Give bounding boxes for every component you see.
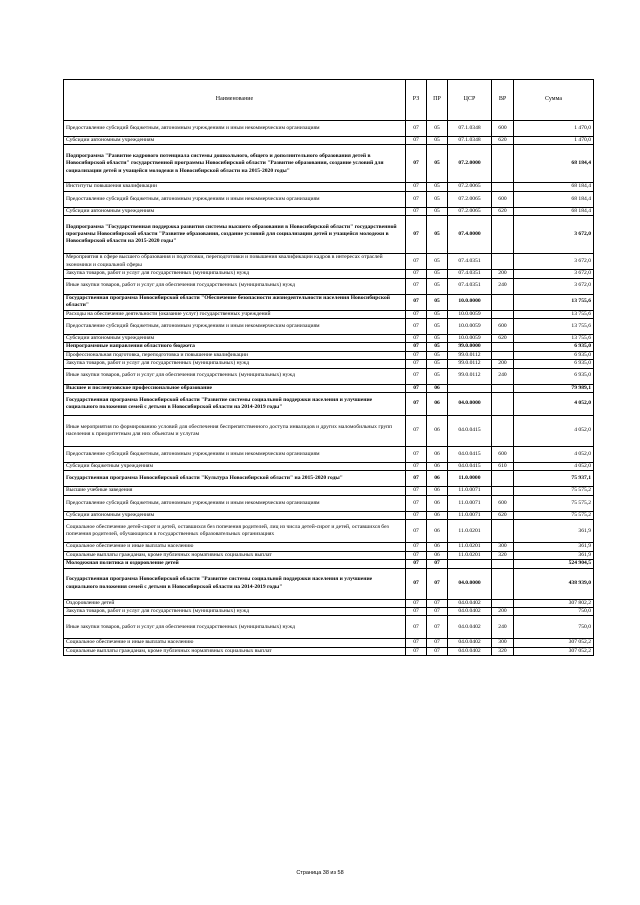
table-row xyxy=(64,616,594,639)
cell-sum: 307 052,2 xyxy=(514,639,594,647)
cell-csr: 99.0.0112 xyxy=(448,351,492,359)
cell-name: Закупка товаров, работ и услуг для государственных (муниципальных) нужд xyxy=(64,607,406,615)
cell-rz: 07 xyxy=(406,343,427,351)
cell-rz: 07 xyxy=(406,520,427,543)
cell-rz: 07 xyxy=(406,495,427,511)
header-name: Наименование xyxy=(64,80,406,121)
table-row xyxy=(64,254,594,270)
cell-vr: 320 xyxy=(492,551,514,559)
cell-rz: 07 xyxy=(406,319,427,335)
cell-sum: 4 052,0 xyxy=(514,463,594,471)
cell-pr: 05 xyxy=(427,216,448,254)
cell-rz: 07 xyxy=(406,599,427,607)
cell-vr: 600 xyxy=(492,319,514,335)
cell-rz: 07 xyxy=(406,360,427,368)
cell-rz: 07 xyxy=(406,270,427,278)
cell-rz: 07 xyxy=(406,145,427,183)
cell-vr xyxy=(492,343,514,351)
cell-name: Социальное обеспечение и иные выплаты населению xyxy=(64,543,406,551)
cell-vr xyxy=(492,560,514,568)
cell-pr: 06 xyxy=(427,447,448,463)
table-row xyxy=(64,137,594,145)
cell-pr: 05 xyxy=(427,360,448,368)
cell-vr: 200 xyxy=(492,270,514,278)
cell-csr: 07.2.0000 xyxy=(448,145,492,183)
cell-name: Субсидии автономным учреждениям xyxy=(64,207,406,215)
cell-pr: 05 xyxy=(427,368,448,384)
cell-pr: 05 xyxy=(427,319,448,335)
table-row xyxy=(64,393,594,416)
cell-name: Предоставление субсидий бюджетным, автономным учреждениям и иным некоммерческим организациям xyxy=(64,319,406,335)
cell-sum: 13 755,6 xyxy=(514,294,594,310)
table-row xyxy=(64,607,594,615)
cell-sum: 3 672,0 xyxy=(514,270,594,278)
cell-rz: 07 xyxy=(406,294,427,310)
cell-name: Государственная программа Новосибирской области "Развитие системы социальной поддержки населения и улучшение социального положения семей с детьми в Новосибирской области на 2014-2019 годы" xyxy=(64,393,406,416)
cell-name: Высшее и послевузовское профессиональное образование xyxy=(64,384,406,392)
cell-sum: 307 802,2 xyxy=(514,599,594,607)
cell-pr: 06 xyxy=(427,393,448,416)
table-row xyxy=(64,416,594,447)
cell-csr: 07.4.0000 xyxy=(448,216,492,254)
cell-name: Высшие учебные заведения xyxy=(64,487,406,495)
table-row xyxy=(64,278,594,294)
table-row xyxy=(64,639,594,647)
table-row xyxy=(64,216,594,254)
cell-vr: 600 xyxy=(492,121,514,137)
table-row xyxy=(64,207,594,215)
cell-vr: 600 xyxy=(492,191,514,207)
cell-name: Иные закупки товаров, работ и услуг для обеспечения государственных (муниципальных) нужд xyxy=(64,278,406,294)
cell-vr: 320 xyxy=(492,647,514,655)
cell-pr: 06 xyxy=(427,551,448,559)
table-row xyxy=(64,294,594,310)
cell-csr: 04.0.0402 xyxy=(448,647,492,655)
cell-vr xyxy=(492,294,514,310)
cell-pr: 05 xyxy=(427,191,448,207)
cell-pr: 06 xyxy=(427,511,448,519)
table-row xyxy=(64,368,594,384)
cell-csr: 07.2.0065 xyxy=(448,183,492,191)
cell-sum: 68 184,4 xyxy=(514,207,594,215)
cell-csr: 99.0.0112 xyxy=(448,368,492,384)
cell-rz: 07 xyxy=(406,416,427,447)
table-row xyxy=(64,351,594,359)
cell-pr: 05 xyxy=(427,335,448,343)
cell-csr: 04.0.0415 xyxy=(448,416,492,447)
table-row xyxy=(64,183,594,191)
cell-rz: 07 xyxy=(406,393,427,416)
cell-csr: 07.1.0348 xyxy=(448,121,492,137)
cell-rz: 07 xyxy=(406,137,427,145)
cell-vr: 300 xyxy=(492,639,514,647)
cell-name: Социальное обеспечение детей-сирот и детей, оставшихся без попечения родителей, лиц из числа детей-сирот и детей, оставшихся без попечения родителей, обучающихся в государственных образовательных организациях xyxy=(64,520,406,543)
table-row xyxy=(64,568,594,599)
table-row xyxy=(64,599,594,607)
header-vr: ВР xyxy=(492,80,514,121)
cell-csr: 99.0.0000 xyxy=(448,343,492,351)
cell-name: Государственная программа Новосибирской области "Развитие системы социальной поддержки населения и улучшение социального положения семей с детьми в Новосибирской области на 2014-2019 годы" xyxy=(64,568,406,599)
cell-vr xyxy=(492,520,514,543)
cell-csr: 04.0.0402 xyxy=(448,599,492,607)
cell-pr: 05 xyxy=(427,254,448,270)
cell-pr: 05 xyxy=(427,183,448,191)
cell-sum: 3 672,0 xyxy=(514,216,594,254)
cell-pr: 06 xyxy=(427,471,448,487)
cell-sum: 75 575,2 xyxy=(514,511,594,519)
cell-rz: 07 xyxy=(406,310,427,318)
cell-sum: 13 755,6 xyxy=(514,319,594,335)
cell-vr xyxy=(492,145,514,183)
cell-vr xyxy=(492,183,514,191)
table-row xyxy=(64,511,594,519)
cell-rz: 07 xyxy=(406,471,427,487)
cell-sum: 307 052,2 xyxy=(514,647,594,655)
cell-name: Предоставление субсидий бюджетным, автономным учреждениям и иным некоммерческим организациям xyxy=(64,191,406,207)
cell-vr: 620 xyxy=(492,335,514,343)
cell-sum: 361,9 xyxy=(514,520,594,543)
cell-pr: 06 xyxy=(427,543,448,551)
cell-sum: 6 935,0 xyxy=(514,360,594,368)
cell-rz: 07 xyxy=(406,207,427,215)
cell-csr: 11.0.0071 xyxy=(448,511,492,519)
cell-name: Молодежная политика и оздоровление детей xyxy=(64,560,406,568)
cell-csr: 11.0.0201 xyxy=(448,543,492,551)
table-row xyxy=(64,647,594,655)
cell-name: Государственная программа Новосибирской области "Обеспечение безопасности жизнедеятельности населения Новосибирской области" xyxy=(64,294,406,310)
cell-rz: 07 xyxy=(406,551,427,559)
cell-name: Оздоровление детей xyxy=(64,599,406,607)
table-row xyxy=(64,543,594,551)
cell-rz: 07 xyxy=(406,463,427,471)
table-row xyxy=(64,560,594,568)
cell-vr: 600 xyxy=(492,447,514,463)
cell-pr: 07 xyxy=(427,639,448,647)
cell-pr: 07 xyxy=(427,599,448,607)
cell-vr: 620 xyxy=(492,511,514,519)
cell-csr: 04.0.0415 xyxy=(448,447,492,463)
cell-rz: 07 xyxy=(406,511,427,519)
cell-rz: 07 xyxy=(406,447,427,463)
cell-csr: 04.0.0402 xyxy=(448,616,492,639)
header-pr: ПР xyxy=(427,80,448,121)
cell-csr: 99.0.0112 xyxy=(448,360,492,368)
cell-sum: 4 052,0 xyxy=(514,393,594,416)
cell-vr: 300 xyxy=(492,543,514,551)
cell-name: Мероприятия в сфере высшего образования и подготовки, переподготовки и повышения квалификации кадров в интересах отраслей экономики и социальной сферы xyxy=(64,254,406,270)
cell-csr: 07.2.0065 xyxy=(448,191,492,207)
cell-name: Субсидии автономным учреждениям xyxy=(64,335,406,343)
cell-csr: 07.4.0351 xyxy=(448,254,492,270)
cell-name: Государственная программа Новосибирской области "Культура Новосибирской области" на 2015-2020 годы" xyxy=(64,471,406,487)
table-row xyxy=(64,360,594,368)
cell-vr xyxy=(492,254,514,270)
cell-rz: 07 xyxy=(406,543,427,551)
cell-csr: 10.0.0000 xyxy=(448,294,492,310)
cell-pr: 06 xyxy=(427,463,448,471)
cell-sum: 6 935,0 xyxy=(514,368,594,384)
cell-pr: 07 xyxy=(427,568,448,599)
cell-name: Иные закупки товаров, работ и услуг для обеспечения государственных (муниципальных) нужд xyxy=(64,368,406,384)
table-row xyxy=(64,551,594,559)
cell-rz: 07 xyxy=(406,183,427,191)
cell-pr: 07 xyxy=(427,647,448,655)
cell-pr: 06 xyxy=(427,520,448,543)
cell-csr: 11.0.0071 xyxy=(448,495,492,511)
cell-csr: 07.1.0348 xyxy=(448,137,492,145)
cell-pr: 05 xyxy=(427,294,448,310)
cell-vr: 600 xyxy=(492,495,514,511)
cell-sum: 750,0 xyxy=(514,616,594,639)
table-row xyxy=(64,471,594,487)
cell-pr: 06 xyxy=(427,384,448,392)
cell-csr: 04.0.0000 xyxy=(448,393,492,416)
cell-vr xyxy=(492,568,514,599)
cell-pr: 05 xyxy=(427,343,448,351)
cell-rz: 07 xyxy=(406,616,427,639)
cell-vr xyxy=(492,416,514,447)
table-body xyxy=(64,121,594,656)
cell-name: Подпрограмма "Развитие кадрового потенциала системы дошкольного, общего и дополнительного образования детей в Новосибирской области" государственной программы Новосибирской области "Развитие образования, создание условий для социализации детей и учащейся молодежи в Новосибирской области на 2015-2020 годы" xyxy=(64,145,406,183)
cell-pr: 07 xyxy=(427,560,448,568)
table-row xyxy=(64,191,594,207)
cell-name: Расходы на обеспечение деятельности (оказание услуг) государственных учреждений xyxy=(64,310,406,318)
cell-rz: 07 xyxy=(406,639,427,647)
cell-sum: 75 575,2 xyxy=(514,487,594,495)
cell-rz: 07 xyxy=(406,121,427,137)
cell-name: Институты повышения квалификации xyxy=(64,183,406,191)
table-header-row xyxy=(64,80,594,121)
cell-csr: 07.4.0351 xyxy=(448,278,492,294)
cell-name: Субсидии автономным учреждениям xyxy=(64,137,406,145)
cell-vr xyxy=(492,471,514,487)
cell-vr xyxy=(492,599,514,607)
cell-name: Иные закупки товаров, работ и услуг для обеспечения государственных (муниципальных) нужд xyxy=(64,616,406,639)
cell-pr: 05 xyxy=(427,270,448,278)
cell-pr: 06 xyxy=(427,416,448,447)
cell-vr xyxy=(492,351,514,359)
cell-sum: 13 755,6 xyxy=(514,335,594,343)
cell-name: Непрограммные направления областного бюджета xyxy=(64,343,406,351)
cell-pr: 07 xyxy=(427,616,448,639)
cell-csr: 04.0.0402 xyxy=(448,639,492,647)
cell-name: Закупка товаров, работ и услуг для государственных (муниципальных) нужд xyxy=(64,360,406,368)
cell-vr: 240 xyxy=(492,368,514,384)
cell-name: Субсидии бюджетным учреждениям xyxy=(64,463,406,471)
cell-sum: 75 937,1 xyxy=(514,471,594,487)
cell-csr: 10.0.0059 xyxy=(448,310,492,318)
cell-name: Предоставление субсидий бюджетным, автономным учреждениям и иным некоммерческим организациям xyxy=(64,121,406,137)
cell-csr xyxy=(448,560,492,568)
cell-csr: 10.0.0059 xyxy=(448,319,492,335)
cell-pr: 06 xyxy=(427,487,448,495)
table-row xyxy=(64,495,594,511)
cell-rz: 07 xyxy=(406,560,427,568)
table-row xyxy=(64,335,594,343)
cell-csr: 07.2.0065 xyxy=(448,207,492,215)
cell-pr: 05 xyxy=(427,310,448,318)
cell-sum: 3 672,0 xyxy=(514,254,594,270)
cell-csr: 04.0.0000 xyxy=(448,568,492,599)
cell-rz: 07 xyxy=(406,487,427,495)
cell-vr xyxy=(492,487,514,495)
cell-rz: 07 xyxy=(406,254,427,270)
cell-name: Социальное обеспечение и иные выплаты населению xyxy=(64,639,406,647)
cell-name: Подпрограмма "Государственная поддержка развития системы высшего образования в Новосибирской области" государственной программы Новосибирской области "Развитие образования, создание условий для социализации детей и учащейся молодежи в Новосибирской области на 2015-2020 годы" xyxy=(64,216,406,254)
cell-rz: 07 xyxy=(406,647,427,655)
cell-csr: 11.0.0201 xyxy=(448,520,492,543)
cell-vr: 620 xyxy=(492,207,514,215)
cell-sum: 13 755,6 xyxy=(514,310,594,318)
cell-name: Социальные выплаты гражданам, кроме публичных нормативных социальных выплат xyxy=(64,647,406,655)
cell-pr: 05 xyxy=(427,278,448,294)
cell-vr xyxy=(492,393,514,416)
cell-pr: 05 xyxy=(427,137,448,145)
cell-vr: 200 xyxy=(492,607,514,615)
cell-pr: 06 xyxy=(427,495,448,511)
header-rz: РЗ xyxy=(406,80,427,121)
cell-pr: 05 xyxy=(427,351,448,359)
cell-rz: 07 xyxy=(406,384,427,392)
table-row xyxy=(64,319,594,335)
table-row xyxy=(64,145,594,183)
cell-name: Предоставление субсидий бюджетным, автономным учреждениям и иным некоммерческим организациям xyxy=(64,447,406,463)
cell-name: Профессиональная подготовка, переподготовка и повышение квалификации xyxy=(64,351,406,359)
table-row xyxy=(64,384,594,392)
header-sum: Сумма xyxy=(514,80,594,121)
table-row xyxy=(64,487,594,495)
cell-sum: 75 575,2 xyxy=(514,495,594,511)
cell-name: Иные мероприятия по формированию условий для обеспечения беспрепятственного доступа инвалидов и других маломобильных групп населения к приоритетным для них объектам и услугам xyxy=(64,416,406,447)
cell-rz: 07 xyxy=(406,568,427,599)
cell-vr: 240 xyxy=(492,616,514,639)
cell-csr: 04.0.0415 xyxy=(448,463,492,471)
cell-csr: 11.0.0071 xyxy=(448,487,492,495)
cell-sum: 4 052,0 xyxy=(514,416,594,447)
cell-sum: 6 935,0 xyxy=(514,343,594,351)
cell-sum: 361,9 xyxy=(514,551,594,559)
cell-sum: 4 052,0 xyxy=(514,447,594,463)
budget-table xyxy=(63,79,594,656)
cell-sum: 361,9 xyxy=(514,543,594,551)
cell-vr: 200 xyxy=(492,360,514,368)
cell-rz: 07 xyxy=(406,607,427,615)
table-row xyxy=(64,121,594,137)
cell-pr: 05 xyxy=(427,145,448,183)
cell-rz: 07 xyxy=(406,368,427,384)
cell-sum: 68 184,4 xyxy=(514,145,594,183)
page-number-footer: Страница 38 из 58 xyxy=(296,870,344,876)
cell-name: Закупка товаров, работ и услуг для государственных (муниципальных) нужд xyxy=(64,270,406,278)
cell-csr: 11.0.0000 xyxy=(448,471,492,487)
table-row xyxy=(64,343,594,351)
cell-sum: 524 904,5 xyxy=(514,560,594,568)
cell-vr: 240 xyxy=(492,278,514,294)
cell-csr: 10.0.0059 xyxy=(448,335,492,343)
cell-sum: 1 470,0 xyxy=(514,121,594,137)
cell-pr: 07 xyxy=(427,607,448,615)
cell-pr: 05 xyxy=(427,121,448,137)
cell-sum: 1 470,0 xyxy=(514,137,594,145)
cell-name: Социальные выплаты гражданам, кроме публичных нормативных социальных выплат xyxy=(64,551,406,559)
cell-sum: 68 184,4 xyxy=(514,183,594,191)
cell-sum: 750,0 xyxy=(514,607,594,615)
cell-csr xyxy=(448,384,492,392)
cell-vr: 610 xyxy=(492,463,514,471)
cell-name: Предоставление субсидий бюджетным, автономным учреждениям и иным некоммерческим организациям xyxy=(64,495,406,511)
cell-rz: 07 xyxy=(406,216,427,254)
cell-rz: 07 xyxy=(406,191,427,207)
cell-sum: 79 989,1 xyxy=(514,384,594,392)
cell-rz: 07 xyxy=(406,278,427,294)
table-row xyxy=(64,520,594,543)
cell-name: Субсидии автономным учреждениям xyxy=(64,511,406,519)
table-row xyxy=(64,463,594,471)
table-row xyxy=(64,310,594,318)
cell-vr xyxy=(492,384,514,392)
cell-csr: 04.0.0402 xyxy=(448,607,492,615)
cell-sum: 3 672,0 xyxy=(514,278,594,294)
cell-vr xyxy=(492,310,514,318)
cell-pr: 05 xyxy=(427,207,448,215)
cell-vr xyxy=(492,216,514,254)
table-row xyxy=(64,270,594,278)
cell-sum: 6 935,0 xyxy=(514,351,594,359)
cell-csr: 07.4.0351 xyxy=(448,270,492,278)
cell-sum: 68 184,4 xyxy=(514,191,594,207)
cell-sum: 438 939,0 xyxy=(514,568,594,599)
header-csr: ЦСР xyxy=(448,80,492,121)
cell-rz: 07 xyxy=(406,335,427,343)
table-row xyxy=(64,447,594,463)
cell-vr: 620 xyxy=(492,137,514,145)
cell-rz: 07 xyxy=(406,351,427,359)
cell-csr: 11.0.0201 xyxy=(448,551,492,559)
